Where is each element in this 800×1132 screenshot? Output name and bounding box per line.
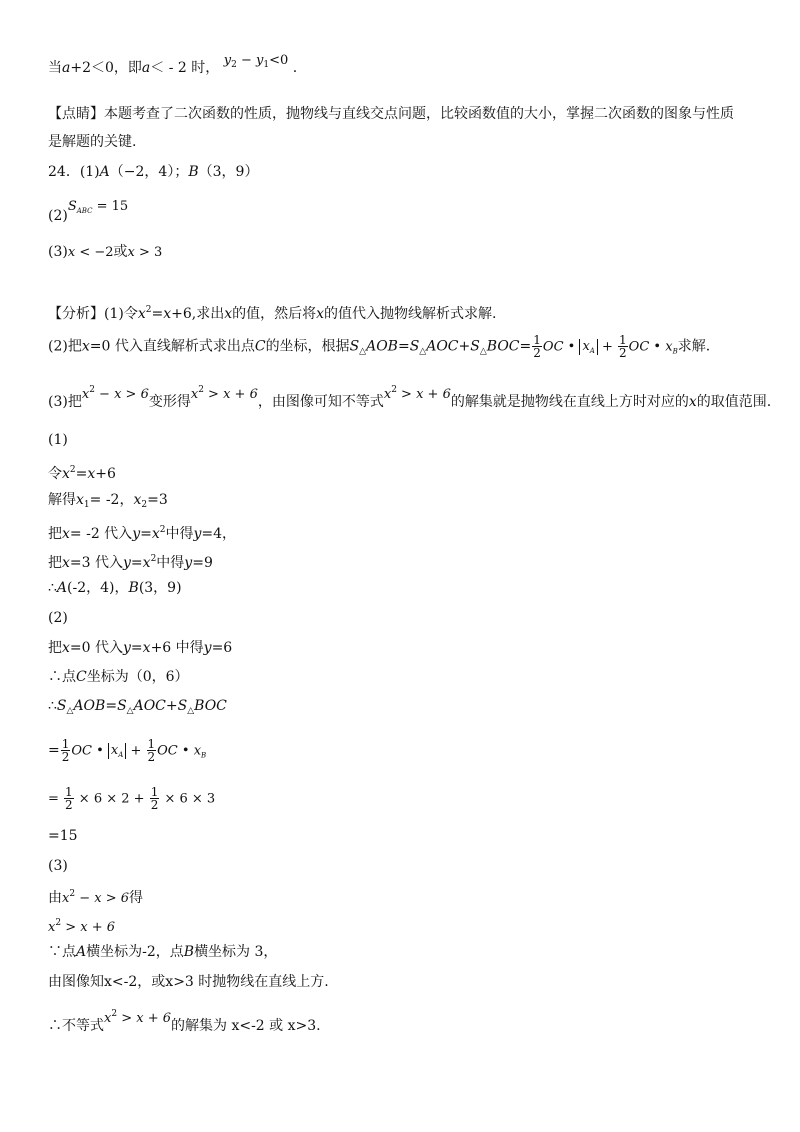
solution-2-line-6: =15 bbox=[48, 828, 78, 844]
dianjing-line-2: 是解题的关键. bbox=[48, 134, 137, 150]
solution-3-line-2: $x^2 > x + 6$ bbox=[48, 918, 115, 935]
text: . bbox=[292, 60, 298, 76]
analysis-line-2: (2)把x=0 代入直线解析式求出点C的坐标，根据$S_\triangle AOB=S_\triangle AOC+S_\triangle BOC=$ $\frac{1}{2}$ OC • $x_A$ + $\frac{1}{2}$ OC • $x_B$求解. bbox=[48, 333, 711, 360]
solution-part-2: (2) bbox=[48, 610, 68, 626]
solution-3-line-1: 由$x^2 - x > 6$得 bbox=[48, 889, 143, 906]
var-a: a bbox=[141, 60, 151, 76]
solution-2-line-5: = $\frac{1}{2}$ × 6 × 2 + $\frac{1}{2}$ × 6 × 3 bbox=[48, 785, 216, 812]
fraction-half: $\frac{1}{2}$ bbox=[147, 737, 156, 764]
q24-answer-2: $(2)S_{ABC} = 15$ bbox=[48, 199, 129, 224]
analysis-line-1: 【分析】(1)令$x^2=x+6$,求出x的值，然后将x的值代入抛物线解析式求解. bbox=[48, 305, 497, 322]
analysis-line-3: (3)把$x^2 - x > 6$变形得$x^2 > x + 6$，由图像可知不等式$x^2 > x + 6$的解集就是抛物线在直线上方时对应的x的取值范围. bbox=[48, 385, 772, 410]
fraction-half: $\frac{1}{2}$ bbox=[533, 333, 541, 360]
text: ＜ - 2 时， bbox=[150, 60, 220, 76]
fraction-half: $\frac{1}{2}$ bbox=[150, 785, 159, 812]
solution-1-line-3: 把x= -2 代入$y=x^2$中得y=4， bbox=[48, 525, 237, 542]
fraction-half: $\frac{1}{2}$ bbox=[65, 785, 73, 812]
var-a: a bbox=[62, 60, 71, 76]
solution-3-line-3: ∵点A横坐标为-2，点B横坐标为 3， bbox=[48, 944, 278, 960]
solution-2-line-1: 把x=0 代入y=x+6 中得y=6 bbox=[48, 640, 233, 656]
solution-3-line-5: ∴不等式$x^2 > x + 6$的解集为 x<-2 或 x>3. bbox=[48, 1009, 321, 1034]
dianjing-line-1: 【点睛】本题考查了二次函数的性质，抛物线与直线交点问题，比较函数值的大小，掌握二次函数的图象与性质 bbox=[48, 106, 734, 122]
fraction-half: $\frac{1}{2}$ bbox=[619, 333, 627, 360]
text: +2＜0，即 bbox=[70, 60, 142, 76]
line-1 bbox=[48, 53, 298, 83]
solution-2-line-4: = $\frac{1}{2}$ OC • $x_A$ + $\frac{1}{2}$ OC • $x_B$ bbox=[48, 737, 207, 764]
text: 当 bbox=[48, 60, 62, 76]
solution-1-line-2: 解得$x_1= -2$，$x_2=3$ bbox=[48, 492, 168, 510]
solution-2-line-3: $\therefore S_\triangle AOB=S_\triangle AOC+S_\triangle BOC$ bbox=[48, 698, 227, 716]
solution-3-line-4: 由图像知x<-2，或x>3 时抛物线在直线上方. bbox=[48, 974, 329, 990]
solution-1-line-5: ∴A(-2，4)，B(3，9) bbox=[48, 580, 182, 596]
q24-answer-1: 24．(1)A（−2，4）；B（3，9） bbox=[48, 164, 259, 180]
solution-1-line-4: 把x=3 代入$y=x^2$中得y=9 bbox=[48, 554, 213, 571]
solution-part-3: (3) bbox=[48, 858, 68, 874]
q24-answer-3: (3)x < −2或x > 3 bbox=[48, 244, 163, 260]
formula-y2-y1: $y_2 - y_1<0$ bbox=[223, 53, 289, 70]
solution-part-1: (1) bbox=[48, 432, 68, 448]
solution-1-line-1: 令$x^2=x+6$ bbox=[48, 465, 116, 482]
solution-2-line-2: ∴点C坐标为（0，6） bbox=[48, 669, 189, 685]
fraction-half: $\frac{1}{2}$ bbox=[61, 737, 70, 764]
